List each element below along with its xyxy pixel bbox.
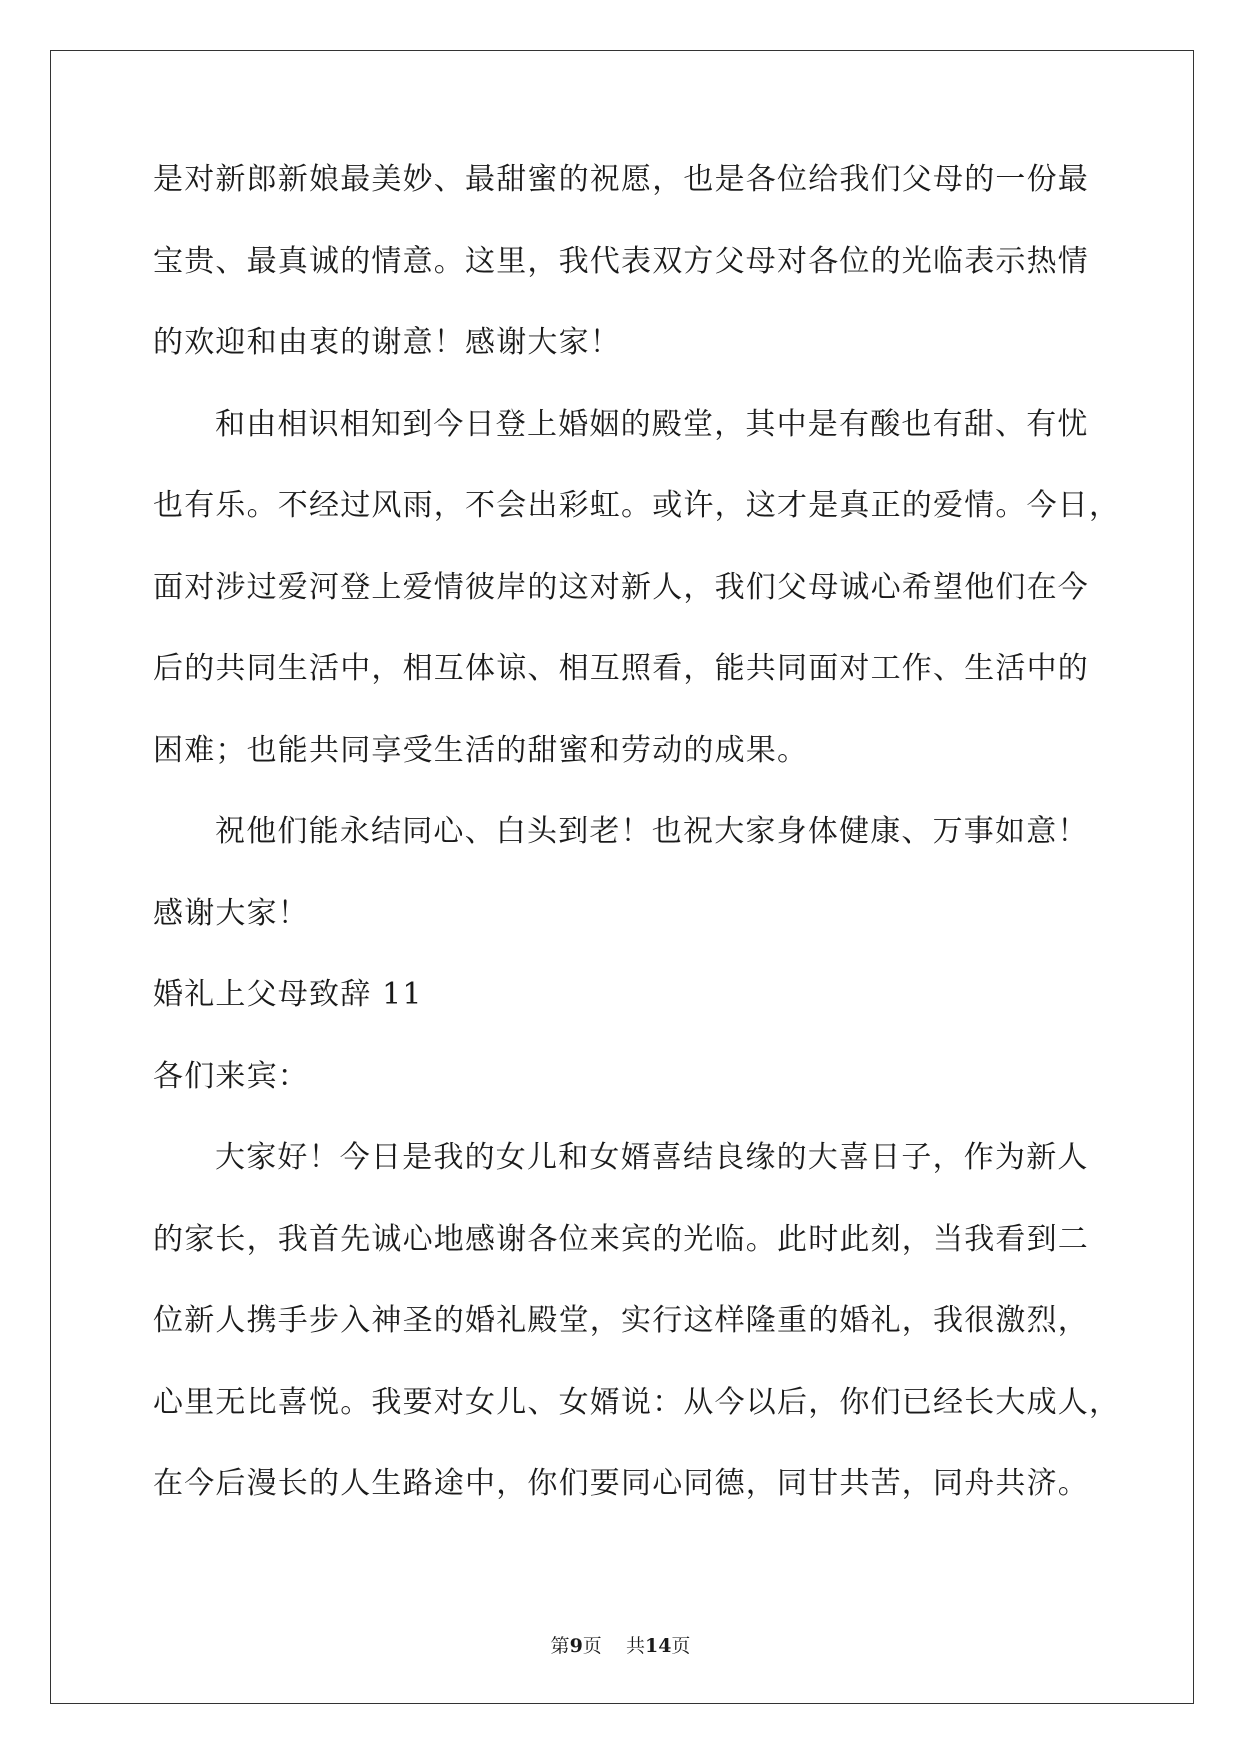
text-line: 后的共同生活中，相互体谅、相互照看，能共同面对工作、生活中的: [153, 651, 1089, 686]
text-line: 困难；也能共同享受生活的甜蜜和劳动的成果。: [153, 732, 809, 768]
text-line: 是对新郎新娘最美妙、最甜蜜的祝愿，也是各位给我们父母的一份最: [153, 162, 1089, 197]
text-line: 在今后漫长的人生路途中，你们要同心同德，同甘共苦，同舟共济。: [153, 1466, 1089, 1501]
paragraph-start: 祝他们能永结同心、白头到老！也祝大家身体健康、万事如意！: [215, 814, 1089, 849]
text-line: 面对涉过爱河登上爱情彼岸的这对新人，我们父母诚心希望他们在今: [153, 569, 1089, 605]
paragraph-start: 大家好！今日是我的女儿和女婿喜结良缘的大喜日子，作为新人: [215, 1140, 1089, 1175]
paragraph-start: 和由相识相知到今日登上婚姻的殿堂，其中是有酸也有甜、有忧: [215, 406, 1089, 442]
footer-prefix: 第: [550, 1635, 570, 1657]
salutation: 各们来宾：: [153, 1058, 309, 1094]
text-line: 的家长，我首先诚心地感谢各位来宾的光临。此时此刻，当我看到二: [153, 1221, 1089, 1257]
text-line: 的欢迎和由衷的谢意！感谢大家！: [153, 325, 621, 360]
section-heading: 婚礼上父母致辞 11: [153, 977, 423, 1012]
page-footer: [0, 1634, 1241, 1658]
text-line: 心里无比喜悦。我要对女儿、女婿说：从今以后，你们已经长大成人，: [153, 1384, 1121, 1420]
text-line: 感谢大家！: [153, 895, 309, 931]
footer-middle: 页 共: [582, 1635, 645, 1657]
total-page-count: 14: [644, 1635, 672, 1657]
text-line: 宝贵、最真诚的情意。这里，我代表双方父母对各位的光临表示热情: [153, 243, 1089, 279]
text-line: 位新人携手步入神圣的婚礼殿堂，实行这样隆重的婚礼，我很激烈，: [153, 1303, 1089, 1338]
footer-suffix: 页: [671, 1635, 691, 1657]
current-page-number: 9: [569, 1635, 583, 1657]
document-body: [153, 160, 1121, 1546]
text-line: 也有乐。不经过风雨，不会出彩虹。或许，这才是真正的爱情。今日，: [153, 488, 1121, 523]
